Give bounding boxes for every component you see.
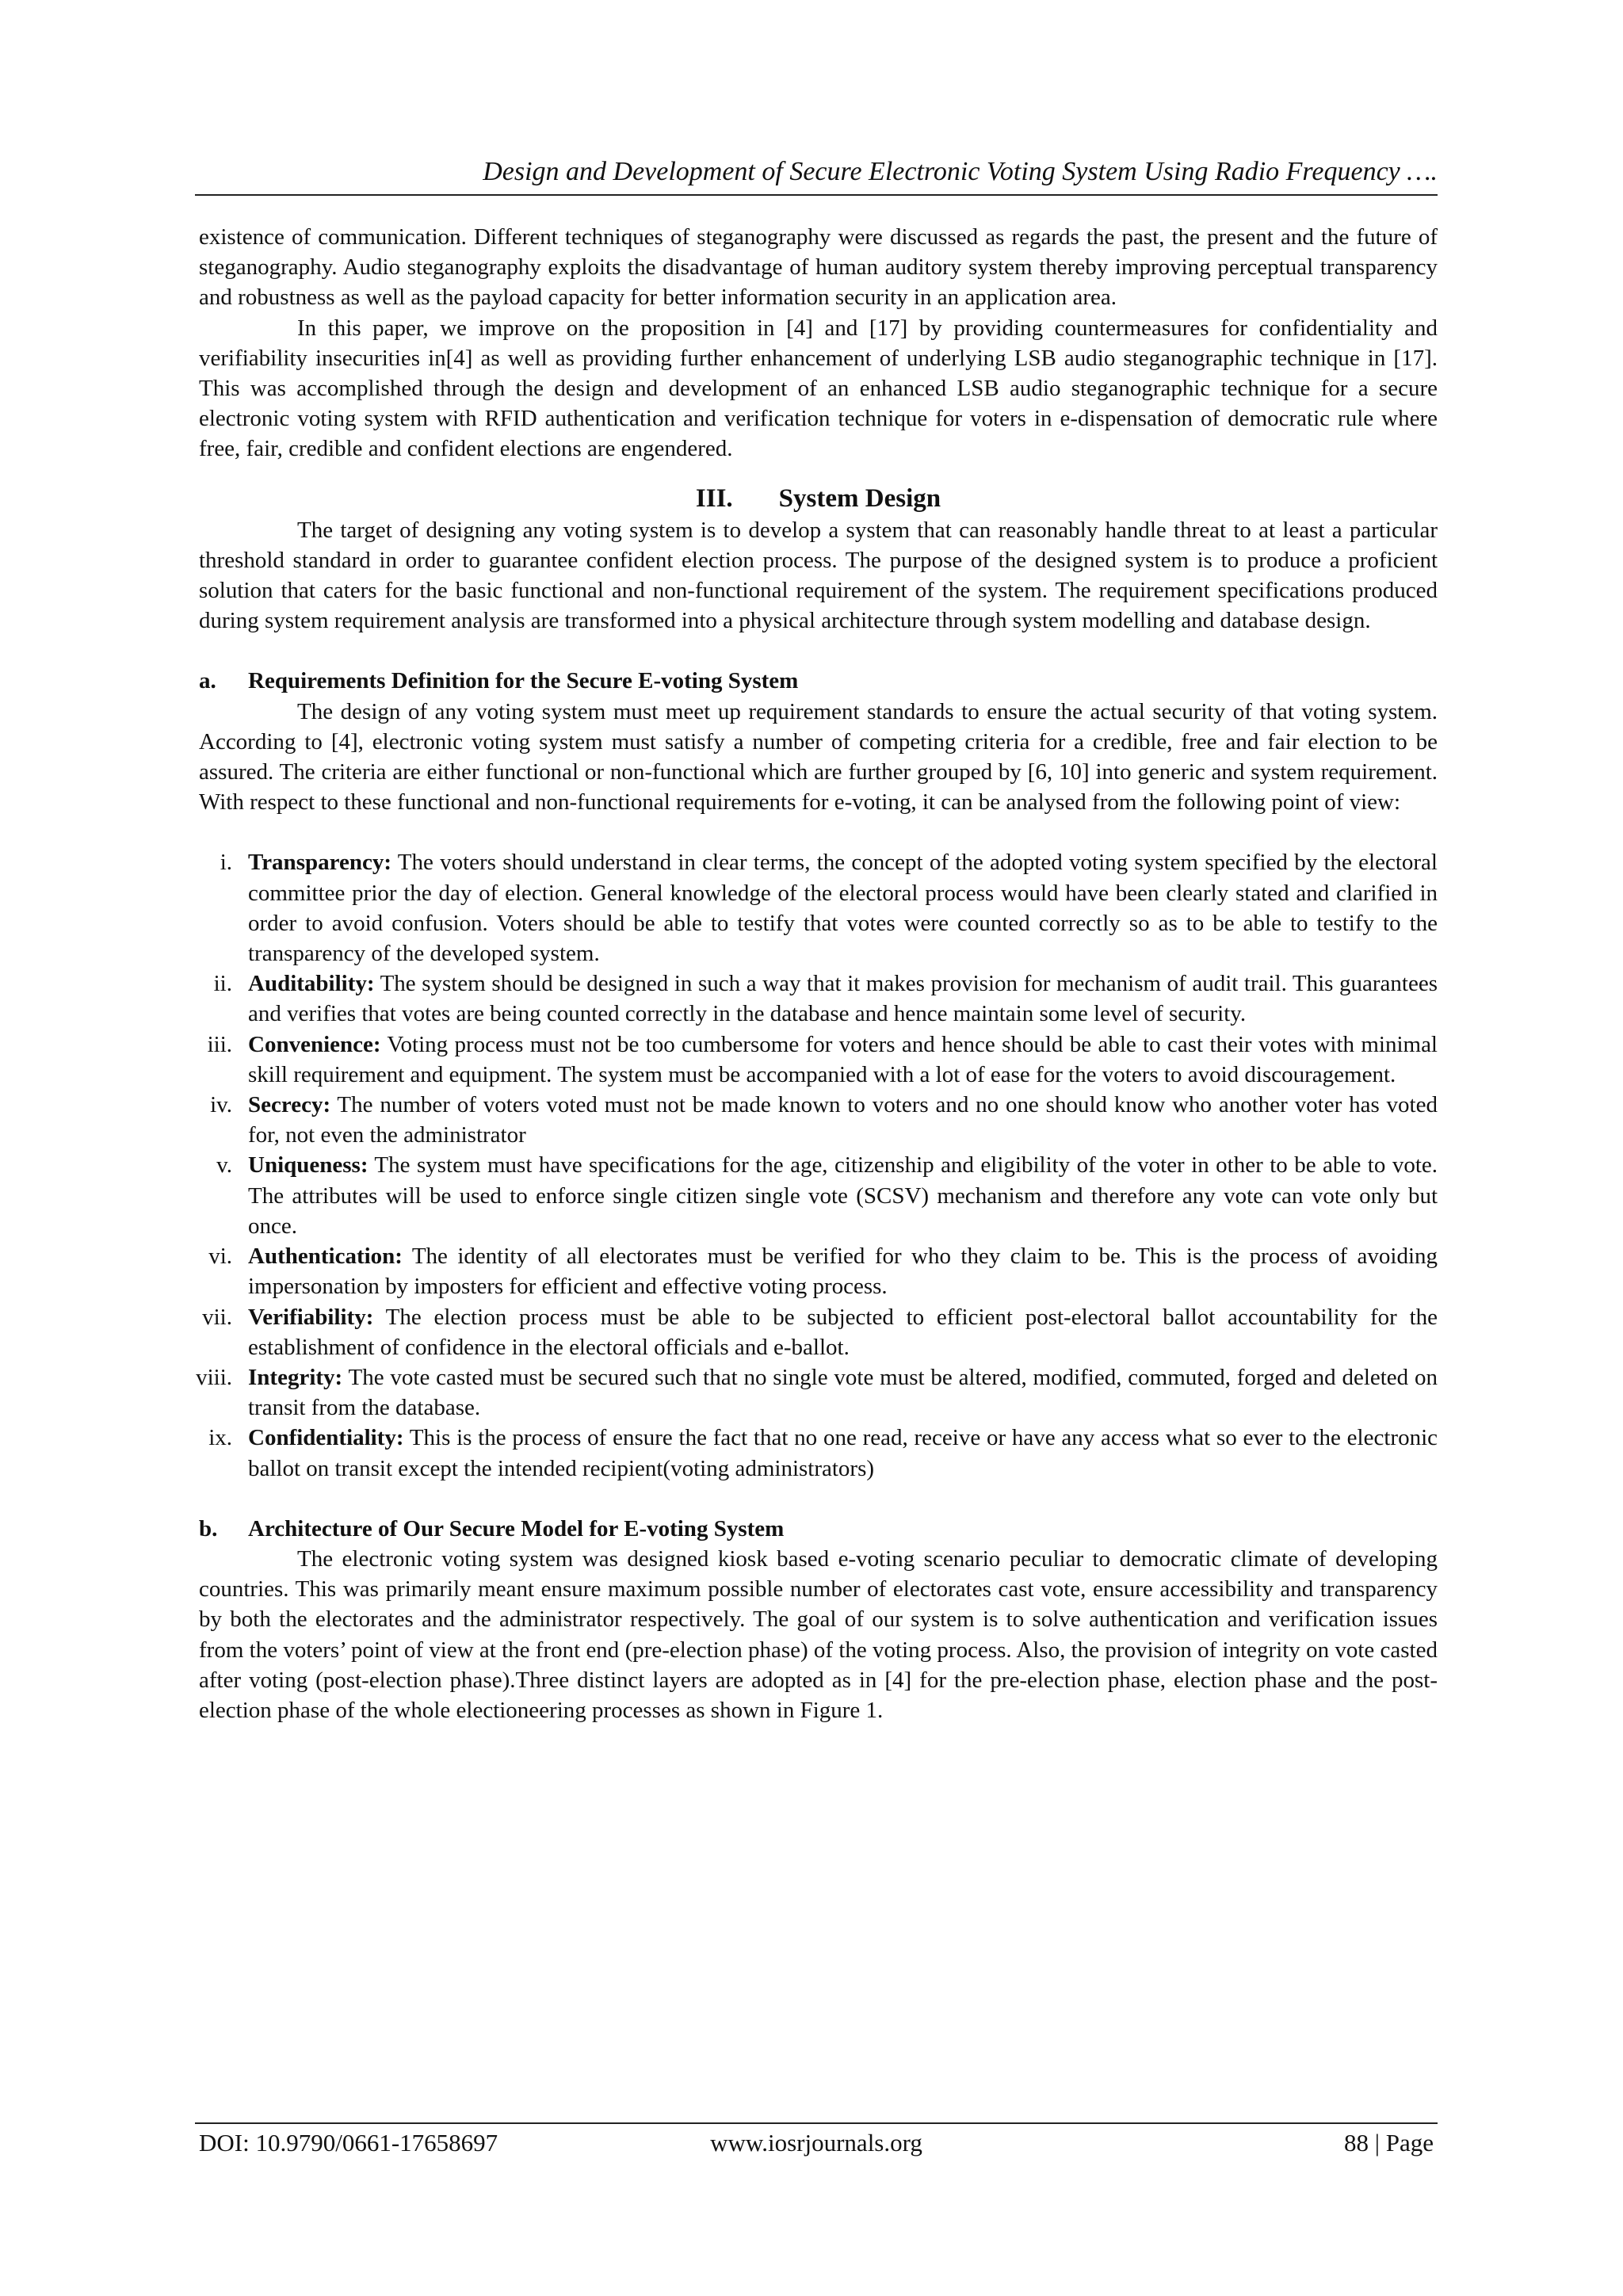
list-item-text: The election process must be able to be subjected to efficient post-electoral ballot accountability for the establishment of confidence in the electoral officials and e-ballot. [248,1304,1438,1360]
list-item-number: i. [220,850,232,876]
section-number: III. [695,483,733,513]
list-item-term: Auditability: [248,971,375,997]
list-item-text: Voting process must not be too cumbersome for voters and hence should be able to cast their votes with minimal skill requirement and equipment. The system must be accompanied with a lot of ease for the voters to avoid discouragement. [248,1031,1438,1087]
list-item [199,1302,1438,1362]
subsection-a-heading [199,666,1438,696]
list-item-number: vi. [208,1244,232,1270]
requirements-list [196,847,1438,1483]
running-header: Design and Development of Secure Electronic Voting System Using Radio Frequency …. [483,157,1438,186]
list-item-term: Secrecy: [248,1092,331,1118]
list-item-text: This is the process of ensure the fact that no one read, receive or have any access what so ever to the electronic ballot on transit except the intended recipient(voting administrators) [248,1425,1438,1481]
list-item-term: Convenience: [248,1031,381,1057]
list-item-number: iv. [210,1092,232,1118]
list-item-text: The system should be designed in such a way that it makes provision for mechanism of audit trail. This guarantees and verifies that votes are being counted correctly in the database and hence maintain some level of security. [248,971,1438,1027]
list-item-text: The identity of all electorates must be verified for who they claim to be. This is the process of avoiding impersonation by imposters for efficient and effective voting process. [248,1244,1438,1300]
subsection-a-title: Requirements Definition for the Secure E-voting System [248,668,799,694]
list-item-number: vii. [202,1304,232,1330]
subsection-b-paragraph: The electronic voting system was designed kiosk based e-voting scenario peculiar to democratic climate of developing countries. This was primarily meant ensure maximum possible number of electorates cast vote, ensure accessibility and transparency by both the electorates and the administrator respectively. The goal of our system is to solve authentication and verification issues from the voters’ point of view at the front end (pre-election phase) of the voting process. Also, the provision of integrity on vote casted after voting (post-election phase).Three distinct layers are adopted as in [4] for the pre-election phase, election phase and the post-election phase of the whole electioneering processes as shown in Figure 1. [199,1545,1438,1723]
list-item [199,1241,1438,1301]
list-item-term: Integrity: [248,1364,343,1390]
list-item-text: The system must have specifications for the age, citizenship and eligibility of the voter in other to be able to vote. The attributes will be used to enforce single citizen single vote (SCSV) mechanism and therefore any vote can vote only but once. [248,1152,1438,1239]
list-item-text: The voters should understand in clear terms, the concept of the adopted voting system specified by the electoral committee prior the day of election. General knowledge of the electoral process would have been clearly stated and clarified in order to avoid confusion. Voters should be able to testify that votes were counted correctly so as to be able to testify to the transparency of the developed system. [248,850,1438,967]
list-item-term: Uniqueness: [248,1152,369,1179]
list-item-number: ii. [213,971,232,997]
list-item-term: Transparency: [248,850,391,876]
list-item-term: Verifiability: [248,1304,374,1330]
list-item [199,1150,1438,1241]
list-item [199,1090,1438,1150]
subsection-b-letter: b. [199,1515,218,1541]
subsection-a-letter: a. [199,668,216,694]
intro-paragraph-2: In this paper, we improve on the proposition in [4] and [17] by providing countermeasures for confidentiality and verifiability insecurities in[4] as well as providing further enhancement of underlying LSB audio steganographic technique in [17]. This was accomplished through the design and development of an enhanced LSB audio steganographic technique for a secure electronic voting system with RFID authentication and verification technique for voters in e-dispensation of democratic rule where free, fair, credible and confident elections are engendered. [199,315,1438,462]
list-item [199,1030,1438,1090]
list-item-term: Authentication: [248,1244,403,1270]
intro-paragraph-1: existence of communication. Different techniques of steganography were discussed as regards the past, the present and the future of steganography. Audio steganography exploits the disadvantage of human auditory system thereby improving perceptual transparency and robustness as well as the payload capacity for better information security in an application area. [199,224,1438,311]
section-title: System Design [778,483,941,513]
section-paragraph: The target of designing any voting system is to develop a system that can reasonably handle threat to at least a particular threshold standard in order to guarantee confident election process. The purpose of the designed system is to produce a proficient solution that caters for the basic functional and non-functional requirement of the system. The requirement specifications produced during system requirement analysis are transformed into a physical architecture through system modelling and database design. [199,517,1438,634]
page-footer [199,2127,1434,2159]
subsection-b-title: Architecture of Our Secure Model for E-voting System [248,1515,785,1541]
footer-website-link[interactable]: www.iosrjournals.org [710,2129,922,2157]
list-item-number: ix. [208,1425,232,1451]
list-item-number: viii. [196,1364,232,1390]
section-heading [199,482,1438,515]
list-item [199,968,1438,1029]
list-item [199,1423,1438,1483]
article-body [196,222,1438,1725]
list-item-number: v. [216,1152,232,1179]
header-rule [195,194,1438,196]
list-item-text: The vote casted must be secured such that no single vote must be altered, modified, commuted, forged and deleted on transit from the database. [248,1364,1438,1421]
subsection-b-heading [199,1514,1438,1544]
list-item-term: Confidentiality: [248,1425,404,1451]
subsection-a-paragraph: The design of any voting system must meet up requirement standards to ensure the actual security of that voting system. According to [4], electronic voting system must satisfy a number of competing criteria for a credible, free and fair election to be assured. The criteria are either functional or non-functional which are further grouped by [6, 10] into generic and system requirement. With respect to these functional and non-functional requirements for e-voting, it can be analysed from the following point of view: [199,698,1438,816]
footer-page-number: 88 | Page [1344,2129,1434,2157]
list-item-text: The number of voters voted must not be made known to voters and no one should know who another voter has voted for, not even the administrator [248,1092,1438,1148]
list-item-number: iii. [207,1031,232,1057]
footer-doi: DOI: 10.9790/0661-17658697 [199,2129,498,2157]
list-item [199,847,1438,968]
footer-rule [195,2122,1438,2124]
list-item [196,1362,1438,1423]
